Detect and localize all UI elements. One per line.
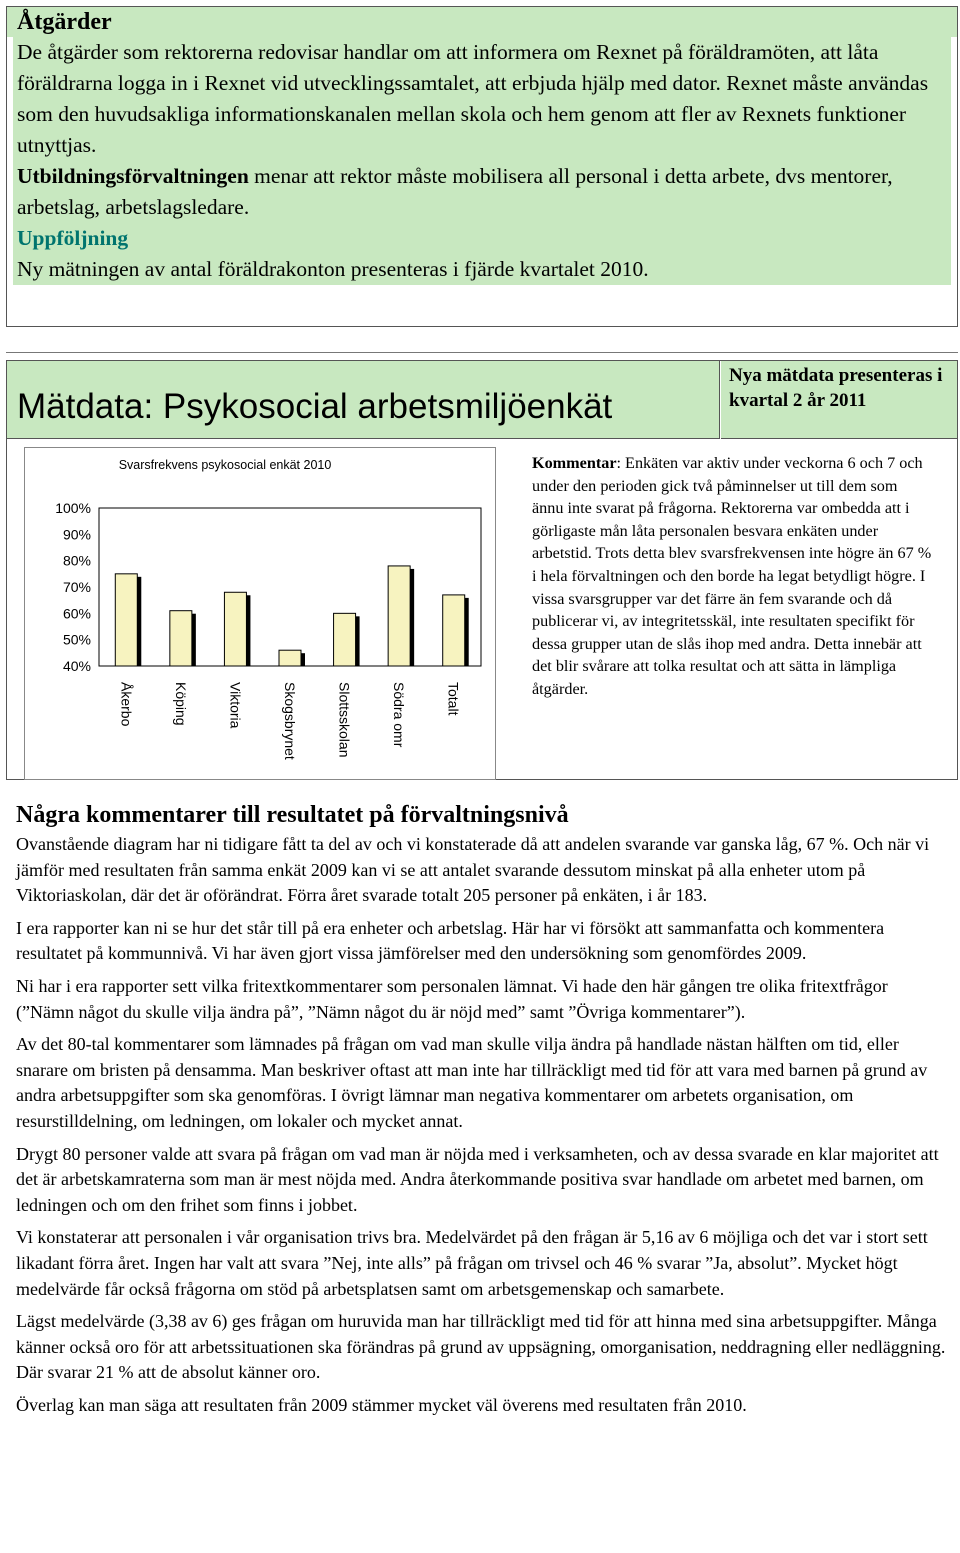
results-paragraph: Lägst medelvärde (3,38 av 6) ges frågan om huruvida man har tillräckligt med tid för att hinna med sina arbetsuppgifter. Många känner också oro för att arbetssituationen ska förändras på grund av uppsägning, omorganisation, neddragning eller nedläggning. Där svarar 21 % att de absolut känner oro. xyxy=(16,1311,946,1383)
actions-box xyxy=(6,6,958,327)
results-heading: Några kommentarer till resultatet på förvaltningsnivå xyxy=(16,802,569,828)
comment-label: Kommentar xyxy=(532,454,617,472)
results-paragraph: I era rapporter kan ni se hur det står till på era enheter och arbetslag. Här har vi försökt att sammanfatta och kommentera resultatet på kommunnivå. Vi har även gjort vissa jämförelser med den undersökning som genomfördes 2009. xyxy=(16,917,885,964)
results-paragraph: Ovanstående diagram har ni tidigare fått ta del av och vi konstaterade då att andelen svarande var ganska låg, 67 %. Och när vi jämför med resultaten från samma enkät 2009 kan vi se att antalet svarande dessutom minskat på alla enheter utom på Viktoriaskolan, där det är oförändrat. Förra året svarade totalt 205 personer på enkäten, i år 183. xyxy=(16,834,930,906)
results-paragraph: Av det 80-tal kommentarer som lämnades på frågan om vad man skulle vilja ändra på handlade nästan hälften om tid, eller snarare om bristen på densamma. Man beskriver oftast att man inte har tillräckligt med tid för att vara med barnen på grund av andra arbetsuppgifter som ska genomföras. I övrigt lämnar man negativa kommentarer om arbetets organisation, om resurstilldelning, om ledningen, om lokaler och mycket annat. xyxy=(16,1034,928,1131)
chart-title: Svarsfrekvens psykosocial enkät 2010 xyxy=(118,458,332,472)
results-section xyxy=(16,800,946,1425)
bar xyxy=(224,592,246,666)
y-tick-label: 90% xyxy=(62,526,91,543)
y-tick-label: 60% xyxy=(62,605,91,622)
y-tick-label: 50% xyxy=(62,631,91,648)
bar xyxy=(443,595,465,666)
results-paragraph: Överlag kan man säga att resultaten från 2009 stämmer mycket väl överens med resultaten från 2010. xyxy=(16,1394,747,1415)
x-category-label: Slottsskolan xyxy=(336,682,353,758)
x-category-label: Köping xyxy=(172,682,189,726)
y-tick-label: 70% xyxy=(62,579,91,595)
plot-area xyxy=(99,508,481,666)
matdata-title: Mätdata: Psykosocial arbetsmiljöenkät xyxy=(7,361,720,439)
followup-heading: Uppföljning xyxy=(17,226,129,250)
section-divider xyxy=(6,352,958,353)
actions-body xyxy=(13,37,951,285)
y-tick-label: 80% xyxy=(62,552,91,569)
bar xyxy=(115,574,137,666)
actions-bold-term: Utbildningsförvaltningen xyxy=(17,164,249,188)
x-category-label: Skogsbrynet xyxy=(282,682,298,760)
results-paragraph: Vi konstaterar att personalen i vår organisation trivs bra. Medelvärdet på den frågan är 5,16 av 6 möjliga och det var i stort sett likadant förra året. Ingen har valt att svara ”Nej, inte alls” på frågan om trivsel och 46 % svarar ”Ja, absolut”. Mycket högt medelvärde får också frågorna om stöd på arbetsplatsen samt om arbetsgemenskap och samarbete. xyxy=(16,1227,928,1299)
bar xyxy=(170,611,192,666)
results-paragraph: Drygt 80 personer valde att svara på frågan om vad man är nöjda med i verksamheten, och av dessa svarade en klar majoritet att det är arbetskamraterna som man är mest nöjda med. Andra återkommande positiva svar handlade om arbetet med barnen, om ledningen och om den frihet som finns i jobbet. xyxy=(16,1143,939,1215)
matdata-note: Nya mätdata presenteras i kvartal 2 år 2011 xyxy=(721,361,957,439)
bar xyxy=(388,566,410,666)
chart-comment xyxy=(532,452,932,701)
y-tick-label: 40% xyxy=(62,658,91,674)
comment-text: : Enkäten var aktiv under veckorna 6 och 7 och under den perioden gick två påminnelser ut till dem som ännu inte svarat på frågorna. Rektorerna var ombedda att i görligaste mån låta personalen besvara enkäten under arbetstid. Trots detta blev svarsfrekvensen inte högre än 67 % i hela förvaltningen och den borde ha legat betydligt högre. I vissa svarsgrupper var det färre än fem svarande och då publicerar vi, av integritetsskäl, inte resultaten specifikt för dessa grupper utan de slås ihop med andra. Detta innebär att det blir svårare att tolka resultat och att sätta in lämpliga åtgärder. xyxy=(532,454,932,698)
y-tick-label: 100% xyxy=(55,500,91,516)
bar xyxy=(279,650,301,666)
results-paragraph: Ni har i era rapporter sett vilka fritextkommentarer som personalen lämnat. Vi hade den här gången tre olika fritextfrågor (”Nämn något du skulle vilja ändra på”, ”Nämn något du är nöjd med” samt ”Övriga kommentarer”). xyxy=(16,975,888,1022)
actions-paragraph: De åtgärder som rektorerna redovisar handlar om att informera om Rexnet på föräldramöten, att låta föräldrarna logga in i Rexnet vid utvecklingssamtalet, att erbjuda hjälp med dator. Rexnet måste användas som den huvudsakliga informationskanalen mellan skola och hem genom att fler av Rexnets funktioner utnyttjas. xyxy=(17,40,929,157)
response-rate-chart xyxy=(24,447,496,780)
actions-paragraph-2-text: menar att rektor måste mobilisera all personal i detta arbete, dvs mentorer, arbetslag, arbetslagsledare. xyxy=(17,164,893,219)
x-category-label: Södra omr xyxy=(391,682,408,748)
followup-text: Ny mätningen av antal föräldrakonton presenteras i fjärde kvartalet 2010. xyxy=(17,257,649,281)
actions-paragraph-2 xyxy=(17,161,947,223)
x-category-label: Viktoria xyxy=(227,682,244,729)
chart-svg xyxy=(25,448,497,781)
x-category-label: Totalt xyxy=(445,682,462,716)
x-category-label: Åkerbo xyxy=(118,682,135,727)
bar xyxy=(334,613,356,666)
actions-heading: Åtgärder xyxy=(7,7,957,37)
